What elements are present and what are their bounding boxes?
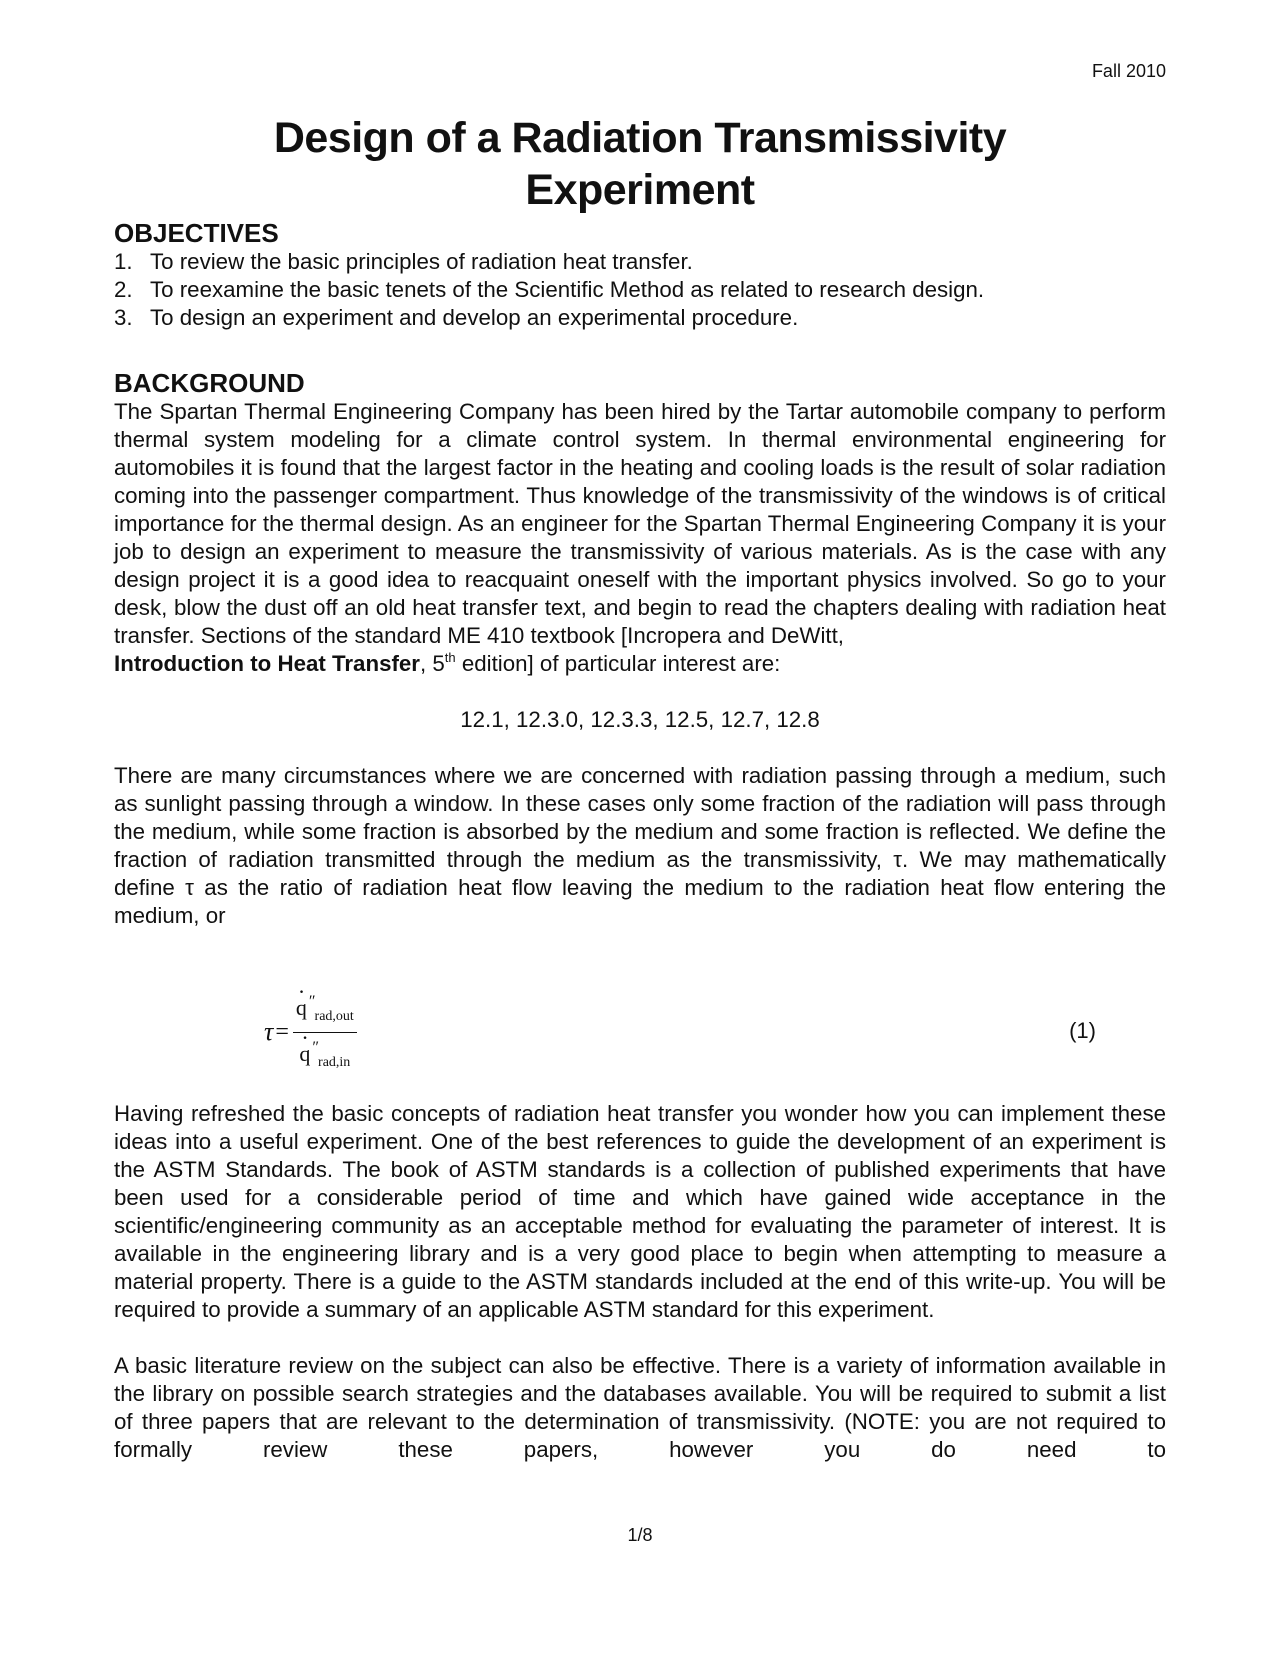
q-dot-symbol: · q: [296, 993, 307, 1023]
edition-number: , 5: [419, 651, 445, 676]
title-line-2: Experiment: [525, 166, 755, 214]
objective-text: To design an experiment and develop an experimental procedure.: [150, 305, 799, 330]
objective-number: 1.: [114, 249, 133, 274]
numerator-subscript: rad,out: [314, 1008, 354, 1024]
paragraph-text: The Spartan Thermal Engineering Company has been hired by the Tartar automobile company to perform thermal system modeling for a climate control system. In thermal environmental engineering for automobiles it is found that the largest factor in the heating and cooling loads is the result of solar radiation coming into the passenger compartment. Thus knowledge of the transmissivity of the windows is of critical importance for the thermal design. As an engineer for the Spartan Thermal Engineering Company it is your job to design an experiment to measure the transmissivity of various materials. As is the case with any design project it is a good idea to reacquaint oneself with the important physics involved. So go to your desk, blow the dust off an old heat transfer text, and begin to read the chapters dealing with radiation heat transfer. Sections of the standard ME 410 textbook [Incropera and DeWitt,: [114, 399, 1166, 648]
sections-list: 12.1, 12.3.0, 12.3.3, 12.5, 12.7, 12.8: [460, 707, 820, 732]
transmissivity-equation: [264, 992, 357, 1070]
background-paragraph-1: [114, 398, 1166, 678]
equation-fraction: [293, 987, 357, 1078]
paragraph-tail: edition] of particular interest are:: [455, 651, 781, 676]
objective-text: To reexamine the basic tenets of the Scientific Method as related to research design.: [150, 277, 985, 302]
equals-sign: =: [275, 1018, 289, 1045]
equation-block: [114, 992, 1166, 1070]
equation-denominator: [296, 1033, 353, 1078]
background-paragraph-4: A basic literature review on the subject can also be effective. There is a variety of information available in the library on possible search strategies and the databases available. You will be required to submit a list of three papers that are relevant to the determination of transmissivity. (NOTE: you are not required to formally review these papers, however you do need to: [114, 1353, 1166, 1462]
objective-item: [114, 304, 1166, 332]
background-paragraph-3: Having refreshed the basic concepts of radiation heat transfer you wonder how you can implement these ideas into a useful experiment. One of the best references to guide the development of an experiment is the ASTM Standards. The book of ASTM standards is a collection of published experiments that have been used for a considerable period of time and which have gained wide acceptance in the scientific/engineering community as an acceptable method for evaluating the parameter of interest. It is available in the engineering library and is a very good place to begin when attempting to measure a material property. There is a guide to the ASTM standards included at the end of this write-up. You will be required to provide a summary of an applicable ASTM standard for this experiment.: [114, 1101, 1166, 1322]
double-prime: ″: [307, 992, 315, 1010]
equation-number: (1): [1069, 1018, 1096, 1043]
objective-number: 3.: [114, 305, 133, 330]
document-title: [0, 112, 1280, 216]
background-continued: [114, 1100, 1166, 1464]
tau-symbol: τ: [264, 1017, 274, 1046]
edition-superscript: th: [444, 650, 456, 665]
background-section: [114, 368, 1166, 930]
page-number: 1/8: [627, 1525, 653, 1545]
objectives-section: [114, 218, 1166, 332]
objectives-list: [114, 248, 1166, 332]
objective-text: To review the basic principles of radiation heat transfer.: [150, 249, 693, 274]
background-paragraph-2: There are many circumstances where we are concerned with radiation passing through a medium, such as sunlight passing through a window. In these cases only some fraction of the radiation will pass through the medium, while some fraction is absorbed by the medium and some fraction is reflected. We define the fraction of radiation transmitted through the medium as the transmissivity, τ. We may mathematically define τ as the ratio of radiation heat flow leaving the medium to the radiation heat flow entering the medium, or: [114, 763, 1166, 928]
textbook-title: Introduction to Heat Transfer: [114, 651, 420, 676]
header-date: Fall 2010: [1091, 61, 1166, 81]
title-line-1: Design of a Radiation Transmissivity: [273, 114, 1007, 162]
objective-item: [114, 276, 1166, 304]
denominator-subscript: rad,in: [318, 1054, 351, 1070]
objectives-heading: OBJECTIVES: [114, 218, 279, 248]
objective-number: 2.: [114, 277, 133, 302]
q-dot-symbol: · q: [299, 1039, 310, 1069]
double-prime: ″: [311, 1038, 319, 1056]
objective-item: [114, 248, 1166, 276]
background-heading: BACKGROUND: [114, 368, 305, 398]
